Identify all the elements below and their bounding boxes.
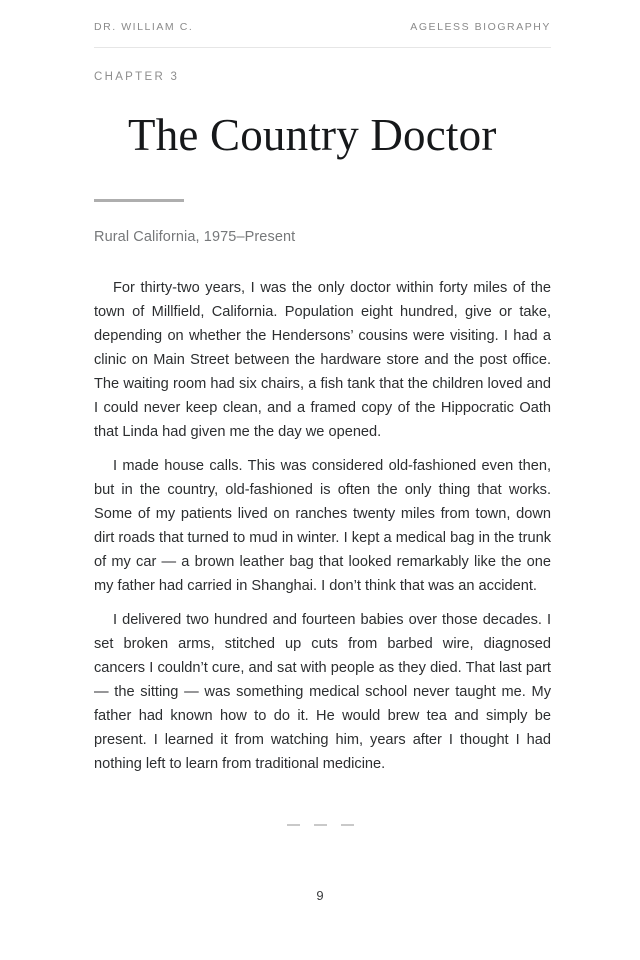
running-header-rule bbox=[94, 47, 551, 48]
page-number: 9 bbox=[316, 888, 324, 903]
ornament-dash bbox=[287, 824, 300, 826]
running-header-book-title: AGELESS BIOGRAPHY bbox=[410, 21, 551, 33]
section-ornament bbox=[0, 824, 640, 826]
running-header bbox=[94, 0, 551, 33]
page-content-column bbox=[94, 0, 551, 776]
chapter-title: The Country Doctor bbox=[128, 110, 497, 160]
running-header-author: DR. WILLIAM C. bbox=[94, 21, 194, 33]
body-paragraph: For thirty-two years, I was the only doctor within forty miles of the town of Millfield, California. Population eight hundred, give or take, depending on whether the Hendersons’ cousins were visiting. I had a clinic on Main Street between the hardware store and the post office. The waiting room had six chairs, a fish tank that the children loved and I could never keep clean, and a framed copy of the Hippocratic Oath that Linda had given me the day we opened. bbox=[94, 280, 551, 441]
chapter-subtitle: Rural California, 1975–Present bbox=[94, 229, 296, 246]
body-paragraph: I made house calls. This was considered old-fashioned even then, but in the country, old-fashioned is often the only thing that works. Some of my patients lived on ranches twenty miles from town, down dirt roads that turned to mud in winter. I kept a medical bag in the trunk of my car — a brown leather bag that looked remarkably like the one my father had carried in Shanghai. I don’t think that was an accident. bbox=[94, 458, 551, 595]
title-divider bbox=[94, 199, 184, 202]
body-copy bbox=[94, 276, 551, 776]
ornament-dash bbox=[314, 824, 327, 826]
chapter-label: CHAPTER 3 bbox=[94, 71, 180, 83]
ornament-dash bbox=[341, 824, 354, 826]
body-paragraph: I delivered two hundred and fourteen babies over those decades. I set broken arms, stitched up cuts from barbed wire, diagnosed cancers I couldn’t cure, and sat with people as they died. That last part — the sitting — was something medical school never taught me. My father had known how to do it. He would brew tea and simply be present. I learned it from watching him, years after I thought I had nothing left to learn from traditional medicine. bbox=[94, 612, 551, 773]
